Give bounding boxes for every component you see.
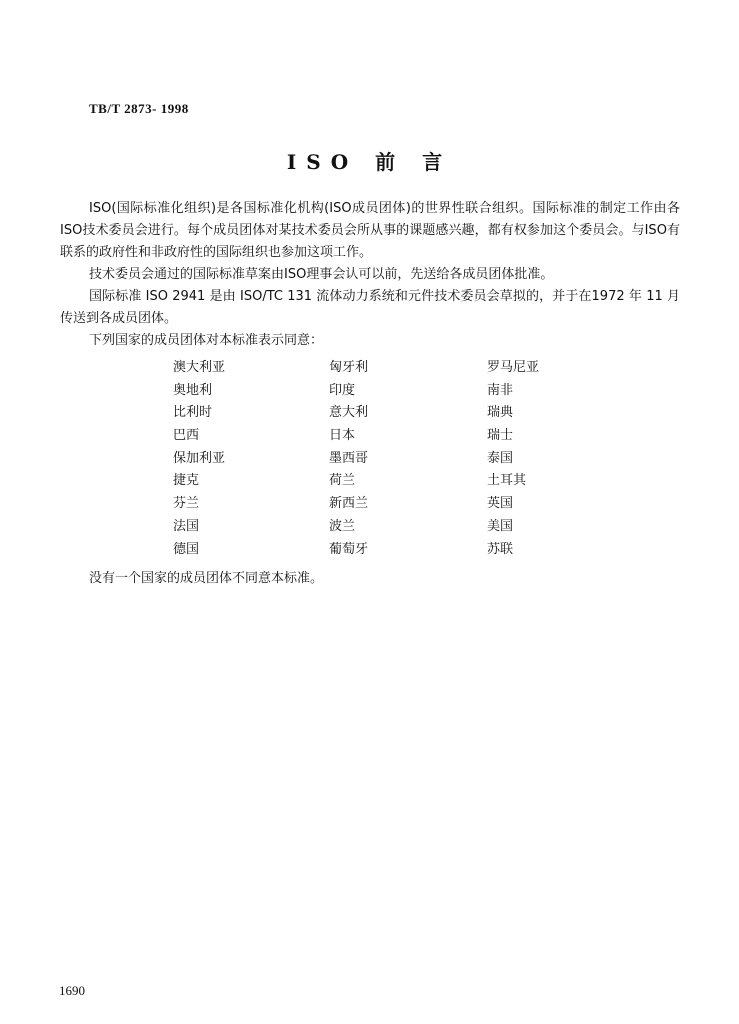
country-name: 葡萄牙: [329, 541, 369, 557]
country-name: 荷兰: [329, 473, 356, 489]
country-name: 罗马尼亚: [487, 360, 540, 375]
paragraph-1: ISO(国际标准化组织)是各国标准化机构(ISO成员团体)的世界性联合组织。国际标准的制定工作由各ISO技术委员会进行。每个成员团体对某技术委员会所从事的课题感兴趣，都有权参加这个委员会。与ISO有联系的政府性和非政府性的国际组织也参加这项工作。: [60, 201, 680, 260]
country-name: 匈牙利: [329, 360, 369, 375]
country-name: 新西兰: [329, 496, 369, 512]
country-name: 德国: [173, 541, 200, 557]
country-name: 法国: [173, 518, 200, 534]
country-row: [173, 425, 593, 448]
preface-body: [60, 198, 680, 352]
country-name: 保加利亚: [173, 450, 226, 466]
country-name: 瑞士: [487, 428, 514, 444]
country-name: 英国: [487, 496, 514, 512]
country-name: 捷克: [173, 473, 200, 489]
country-name: 澳大利亚: [173, 360, 226, 375]
country-name: 日本: [329, 428, 356, 444]
paragraph-3: 国际标准 ISO 2941 是由 ISO/TC 131 流体动力系统和元件技术委员会草拟的，并于在1972 年 11 月传送到各成员团体。: [60, 289, 680, 326]
country-name: 意大利: [329, 405, 369, 421]
country-name: 巴西: [173, 428, 200, 444]
country-row: [173, 470, 593, 493]
country-name: 美国: [487, 518, 514, 534]
country-name: 印度: [329, 382, 356, 398]
country-name: 比利时: [173, 405, 213, 421]
country-row: [173, 516, 593, 539]
country-name: 泰国: [487, 450, 514, 466]
country-name: 奥地利: [173, 382, 213, 398]
standard-code: TB/T 2873- 1998: [89, 101, 189, 116]
country-name: 墨西哥: [329, 450, 369, 466]
country-row: [173, 357, 593, 380]
country-row: [173, 402, 593, 425]
paragraph-4: 下列国家的成员团体对本标准表示同意：: [89, 333, 324, 348]
closing-statement: 没有一个国家的成员团体不同意本标准。: [89, 571, 324, 586]
country-list: [173, 357, 593, 561]
country-row: [173, 380, 593, 403]
country-row: [173, 448, 593, 471]
page-title: ISO 前 言: [286, 150, 453, 174]
paragraph-2: 技术委员会通过的国际标准草案由ISO理事会认可以前，先送给各成员团体批准。: [89, 267, 554, 282]
country-row: [173, 493, 593, 516]
country-name: 苏联: [487, 541, 514, 557]
country-name: 波兰: [329, 518, 356, 534]
country-name: 芬兰: [173, 496, 200, 512]
country-name: 南非: [487, 382, 514, 398]
country-name: 土耳其: [487, 473, 527, 489]
country-name: 瑞典: [487, 405, 514, 421]
page-number: 1690: [59, 983, 85, 998]
country-row: [173, 539, 593, 562]
